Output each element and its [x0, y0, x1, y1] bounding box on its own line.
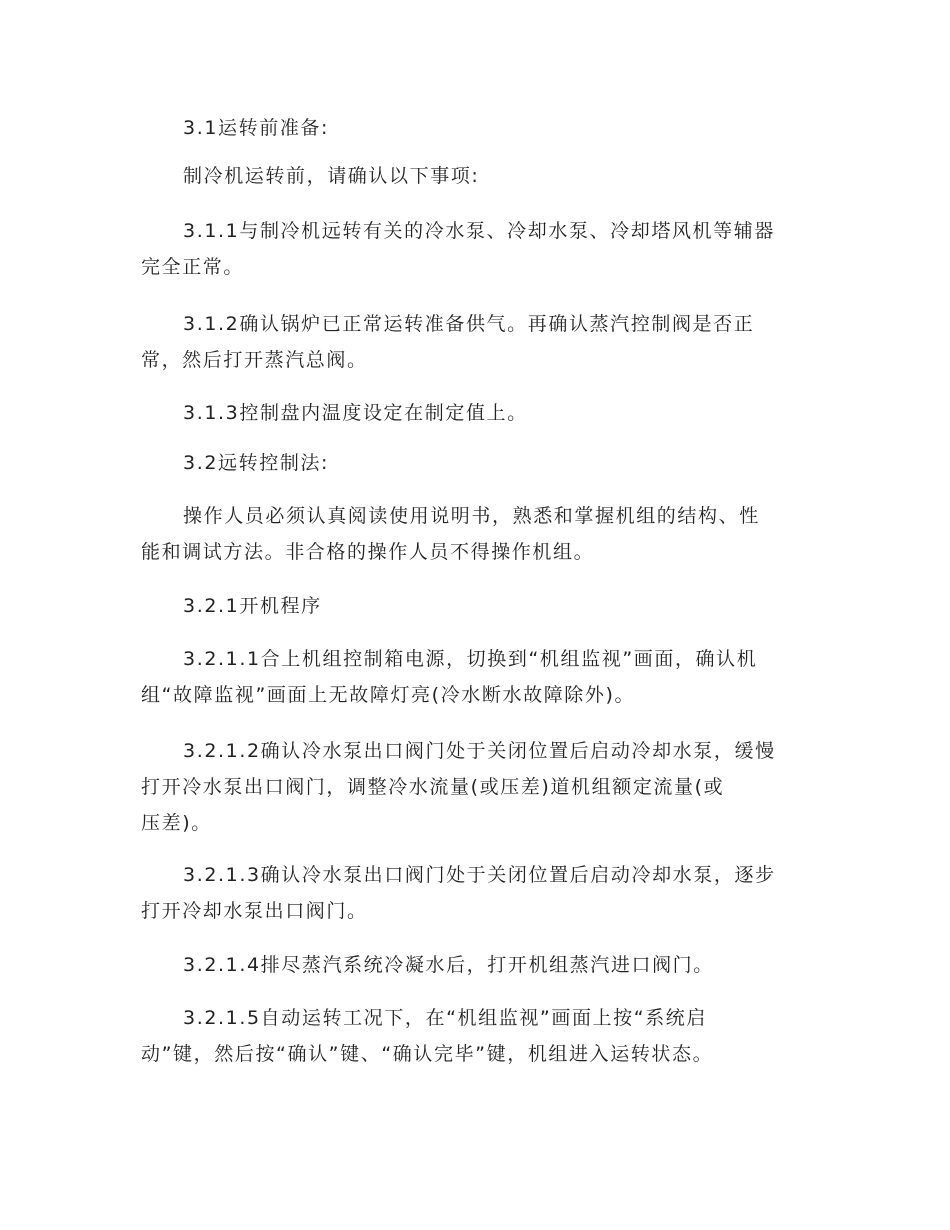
- text-line: 制冷机运转前，请确认以下事项:: [183, 165, 480, 187]
- paragraph-section-3-2-1-3: [141, 857, 811, 929]
- paragraph-section-3-2-1-4: [141, 947, 811, 983]
- text-line: 能和调试方法。非合格的操作人员不得操作机组。: [141, 541, 595, 563]
- paragraph-section-3-2-1: [141, 588, 811, 624]
- paragraph-section-3-1-1: [141, 213, 811, 285]
- paragraph-section-3-1-3: [141, 395, 811, 431]
- paragraph-section-3-1: [141, 110, 811, 146]
- text-line: 3.2.1.3确认冷水泵出口阀门处于关闭位置后启动冷却水泵，逐步: [183, 864, 776, 886]
- paragraph-pre-run-intro: [141, 158, 811, 194]
- text-line: 3.2.1.1合上机组控制箱电源，切换到“机组监视”画面，确认机: [183, 648, 758, 670]
- text-line: 3.2.1.2确认冷水泵出口阀门处于关闭位置后启动冷却水泵，缓慢: [183, 740, 776, 762]
- text-line: 打开冷水泵出口阀门，调整冷水流量(或压差)道机组额定流量(或: [141, 776, 725, 798]
- text-line: 压差)。: [141, 812, 212, 834]
- text-line: 常，然后打开蒸汽总阀。: [141, 349, 368, 371]
- text-line: 组“故障监视”画面上无故障灯亮(冷水断水故障除外)。: [141, 684, 636, 706]
- paragraph-section-3-2-1-1: [141, 641, 811, 713]
- text-line: 3.1.3控制盘内温度设定在制定值上。: [183, 402, 528, 424]
- text-line: 完全正常。: [141, 256, 245, 278]
- paragraph-operator-requirements: [141, 498, 811, 570]
- paragraph-section-3-2: [141, 445, 811, 481]
- text-line: 3.2.1.4排尽蒸汽系统冷凝水后，打开机组蒸汽进口阀门。: [183, 954, 714, 976]
- text-line: 动”键，然后按“确认”键、“确认完毕”键，机组进入运转状态。: [141, 1043, 714, 1065]
- paragraph-section-3-2-1-5: [141, 1000, 811, 1072]
- text-line: 3.2.1开机程序: [183, 595, 322, 617]
- text-line: 3.1运转前准备:: [183, 117, 330, 139]
- text-line: 3.2远转控制法:: [183, 452, 330, 474]
- text-line: 操作人员必须认真阅读使用说明书，熟悉和掌握机组的结构、性: [183, 505, 760, 527]
- paragraph-section-3-1-2: [141, 306, 811, 378]
- paragraph-section-3-2-1-2: [141, 733, 811, 841]
- text-line: 3.1.1与制冷机远转有关的冷水泵、冷却水泵、冷却塔风机等辅器: [183, 220, 775, 242]
- text-line: 3.1.2确认锅炉已正常运转准备供气。再确认蒸汽控制阀是否正: [183, 313, 755, 335]
- text-line: 3.2.1.5自动运转工况下，在“机组监视”画面上按“系统启: [183, 1007, 708, 1029]
- text-line: 打开冷却水泵出口阀门。: [141, 900, 368, 922]
